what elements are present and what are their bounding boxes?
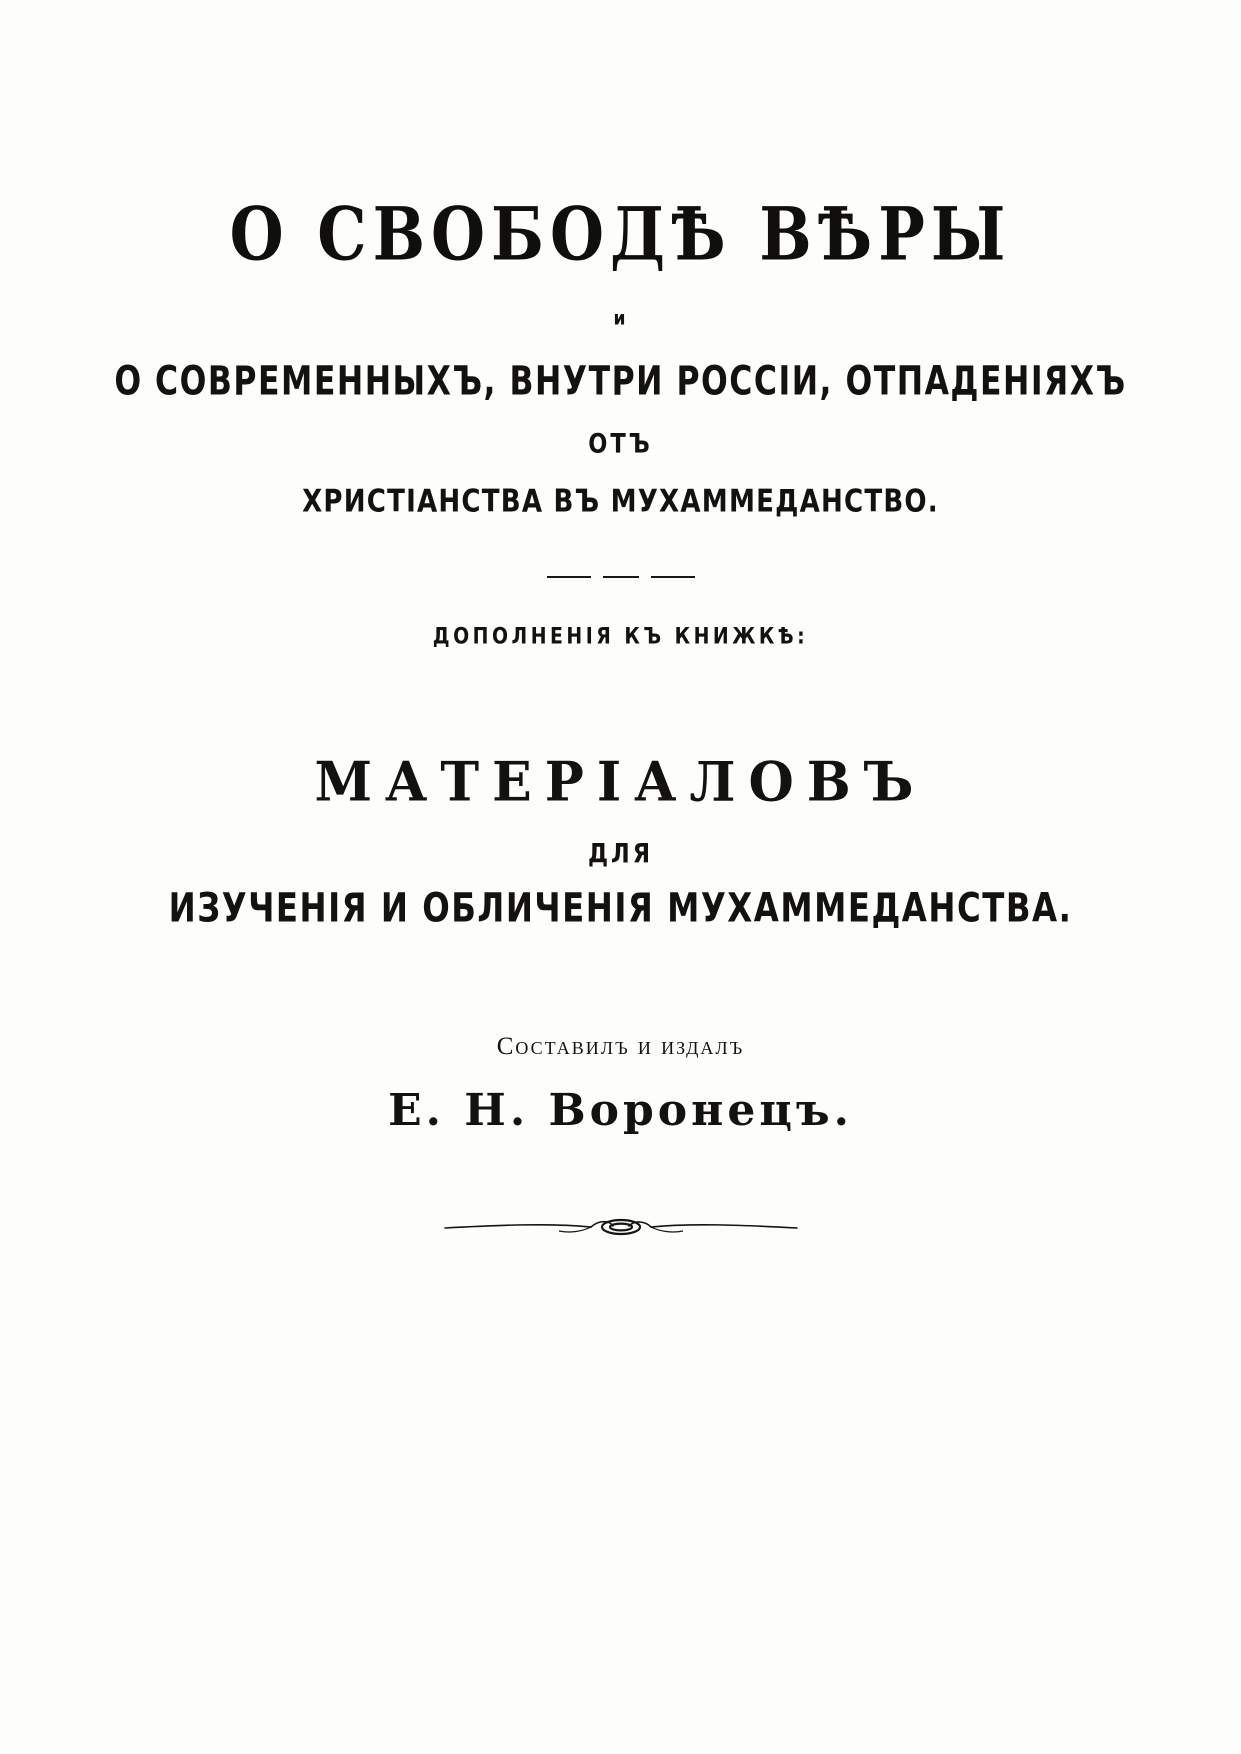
conjunction-and: и — [613, 306, 628, 330]
page-title: О СВОБОДѢ ВѢРЫ — [229, 191, 1012, 278]
subtitle-line-2: ХРИСТІАНСТВА ВЪ МУХАММЕДАНСТВО. — [302, 483, 939, 520]
ornamental-divider — [441, 1208, 801, 1248]
divider-dash-1 — [547, 576, 591, 578]
author-name: Е. Н. Воронецъ. — [388, 1085, 853, 1137]
compiler-label: Составилъ и издалъ — [496, 1033, 745, 1061]
preposition-for: ДЛЯ — [587, 837, 654, 870]
referenced-work-subtitle: ИЗУЧЕНІЯ И ОБЛИЧЕНІЯ МУХАММЕДАНСТВА. — [168, 885, 1073, 932]
divider-dash-2 — [603, 576, 639, 578]
referenced-work-title: МАТЕРІАЛОВЪ — [314, 750, 927, 815]
dashed-divider — [547, 574, 695, 580]
supplement-label: ДОПОЛНЕНІЯ КЪ КНИЖКѢ: — [432, 623, 809, 649]
subtitle-line-1: О СОВРЕМЕННЫХЪ, ВНУТРИ РОССІИ, ОТПАДЕНІЯХЪ — [114, 359, 1127, 405]
divider-dash-3 — [651, 576, 695, 578]
preposition-from: ОТЪ — [588, 428, 653, 459]
